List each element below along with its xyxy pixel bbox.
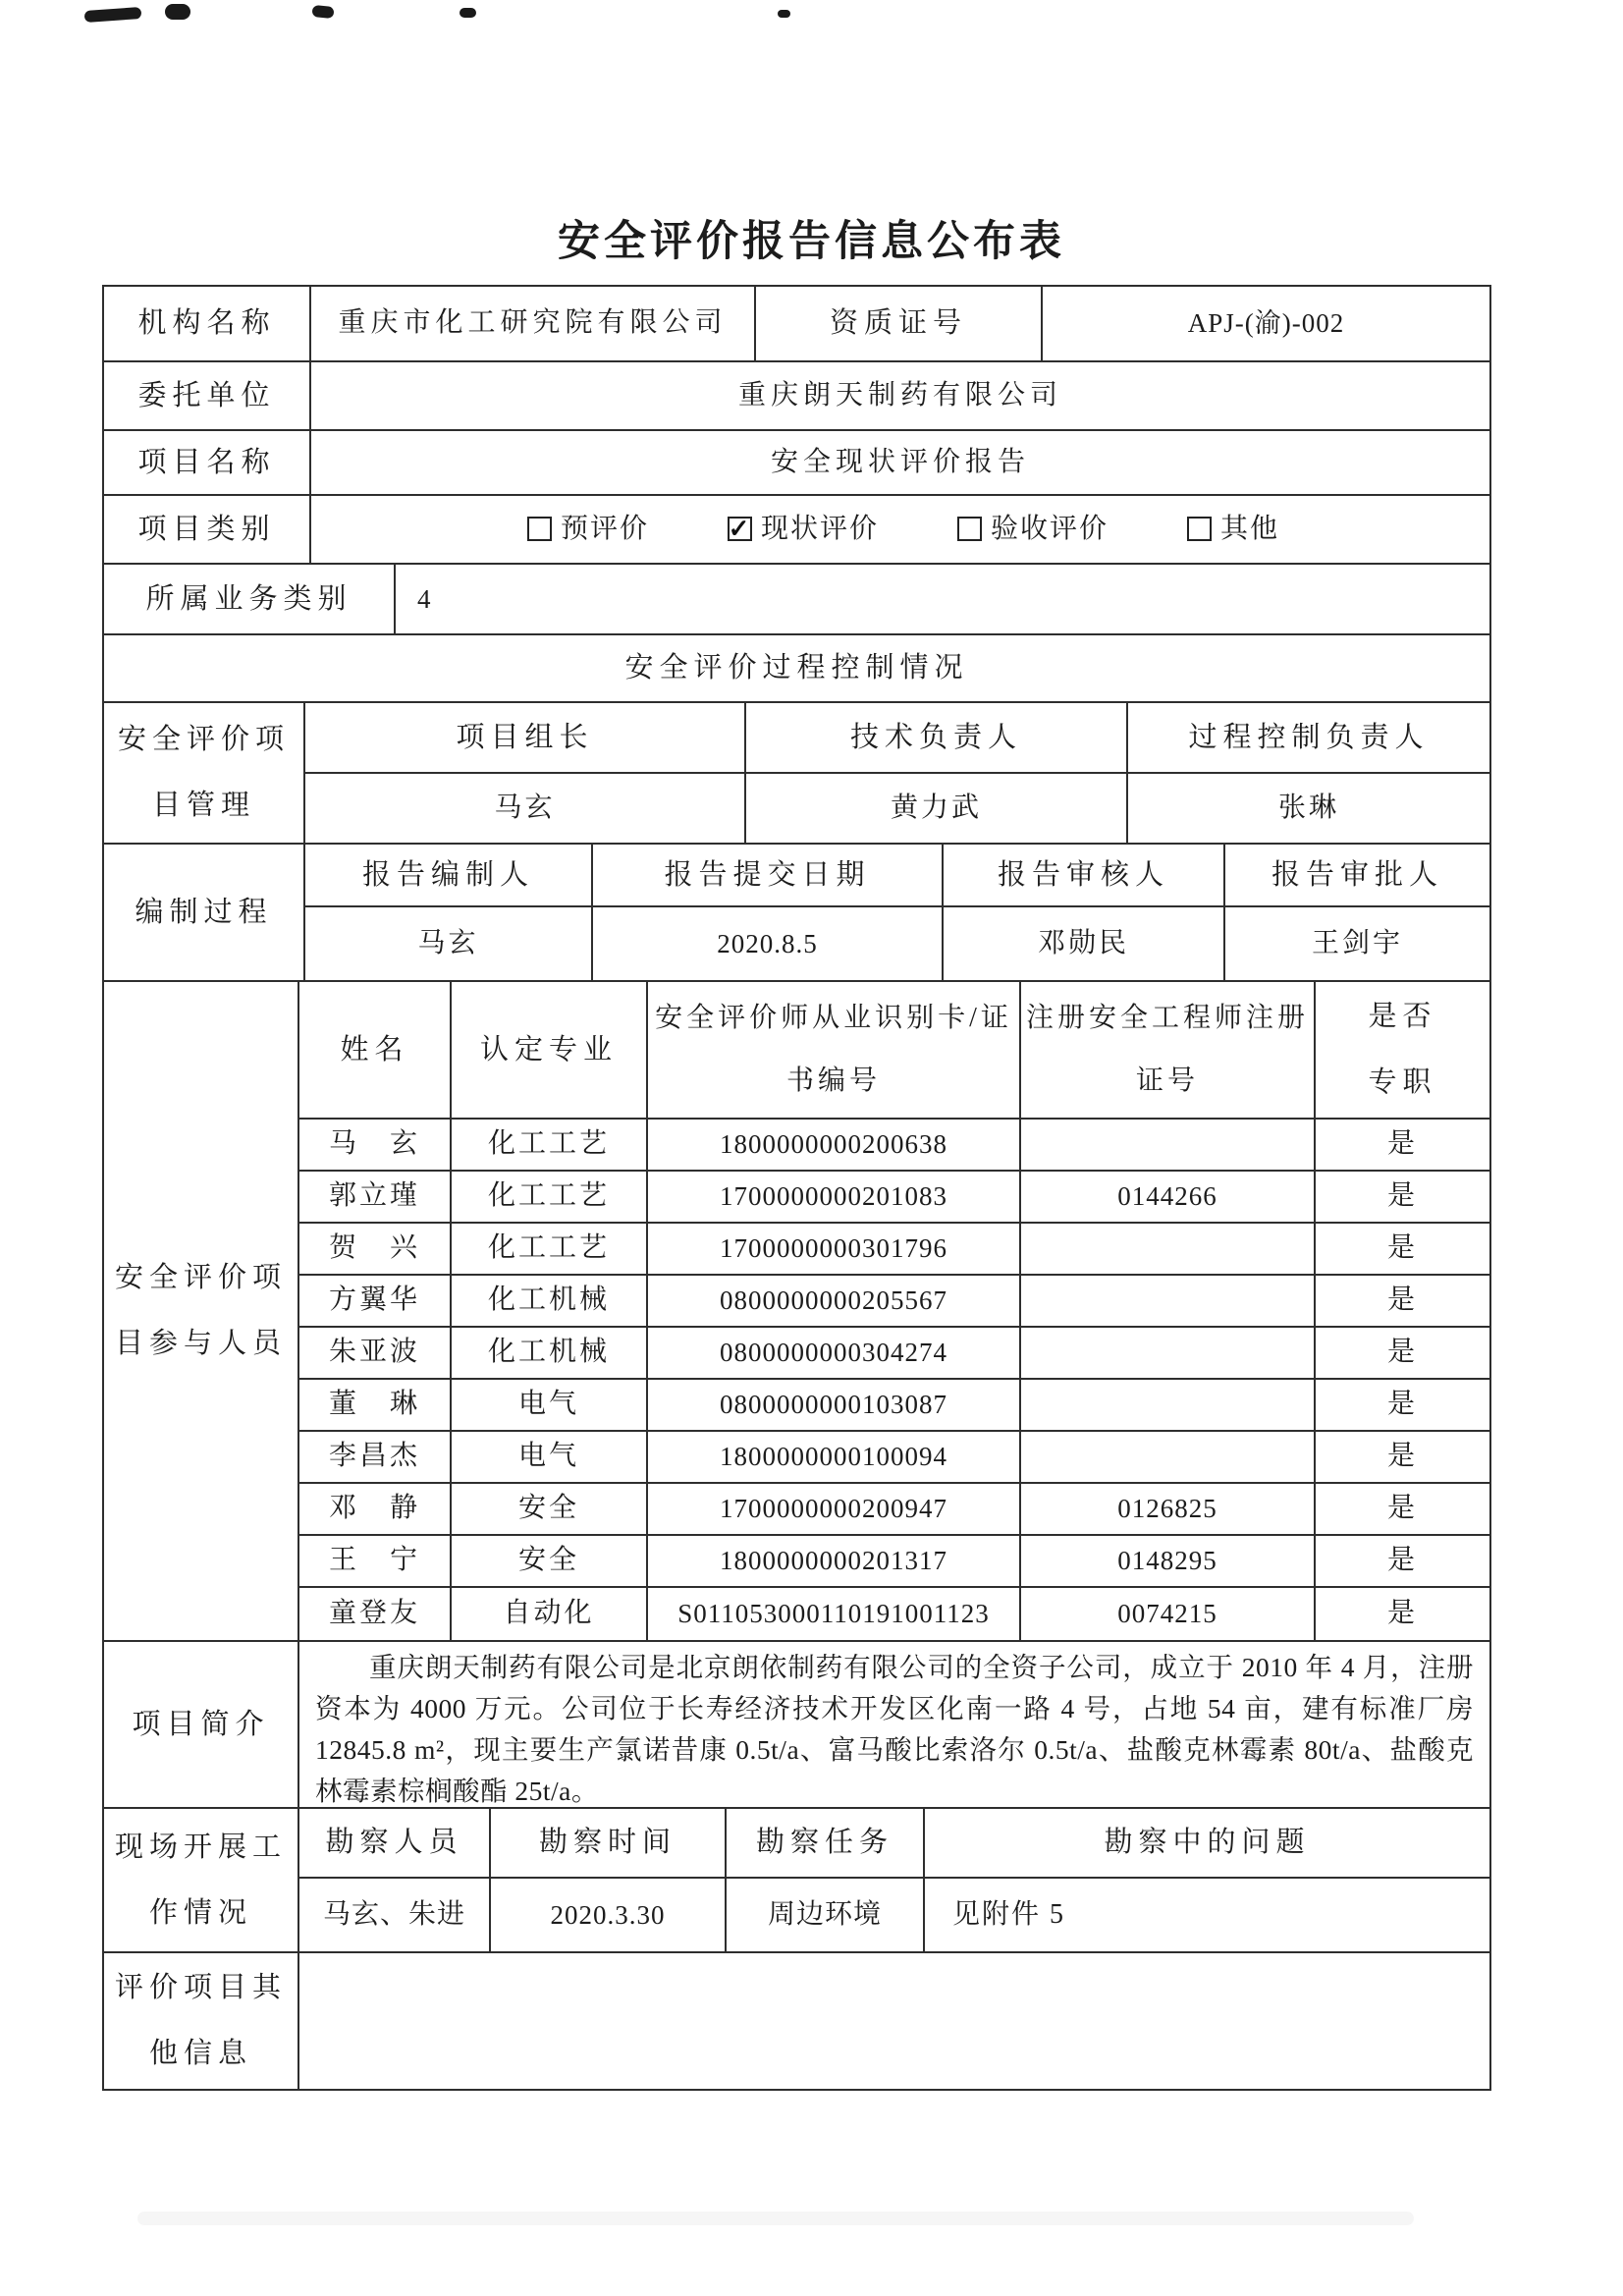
project-name-value: 安全现状评价报告 (770, 446, 1030, 477)
checkbox-other (1187, 517, 1212, 541)
participant-major: 自动化 (452, 1588, 648, 1640)
participant-cert: 0144266 (1021, 1172, 1316, 1222)
category-label: 项目类别 (104, 496, 311, 563)
report-approver-value: 王剑宇 (1311, 927, 1403, 958)
scan-artifact (165, 4, 190, 20)
process-control-title: 安全评价过程控制情况 (624, 652, 969, 684)
participant-card: 0800000000304274 (648, 1328, 1021, 1378)
name-header: 姓名 (299, 982, 452, 1118)
category-options (311, 496, 1489, 563)
participant-major: 电气 (452, 1380, 648, 1430)
other-info-section (104, 1953, 1489, 2089)
participant-card: S011053000110191001123 (648, 1588, 1021, 1640)
card-number-header: 安全评价师从业识别卡/证书编号 (648, 982, 1021, 1118)
survey-staff-value: 马玄、朱进 (299, 1879, 491, 1951)
survey-time-header: 勘察时间 (491, 1809, 727, 1877)
page-title: 安全评价报告信息公布表 (558, 219, 1065, 265)
participant-name: 贺 兴 (299, 1224, 452, 1274)
site-work-section (104, 1809, 1489, 1953)
participant-major: 安全 (452, 1536, 648, 1586)
participant-major: 化工工艺 (452, 1172, 648, 1222)
business-type-row (104, 565, 1489, 635)
participant-name: 王 宁 (299, 1536, 452, 1586)
process-control-lead-header: 过程控制负责人 (1188, 721, 1430, 753)
participant-card: 1700000000201083 (648, 1172, 1021, 1222)
process-control-section-header (104, 635, 1489, 703)
participant-fulltime: 是 (1386, 1493, 1418, 1524)
report-author-header: 报告编制人 (305, 845, 593, 905)
participant-card: 0800000000103087 (648, 1380, 1021, 1430)
participant-fulltime: 是 (1386, 1441, 1418, 1472)
participant-row (299, 1328, 1489, 1380)
participant-cert: 0126825 (1021, 1484, 1316, 1534)
scan-artifact (311, 5, 334, 19)
project-name-label: 项目名称 (104, 431, 311, 494)
participant-card: 0800000000205567 (648, 1276, 1021, 1326)
participant-fulltime: 是 (1386, 1545, 1418, 1576)
participant-cert: 0074215 (1021, 1588, 1316, 1640)
client-value: 重庆朗天制药有限公司 (737, 379, 1062, 410)
checkbox-acceptance-eval (957, 517, 982, 541)
category-option-acceptance-eval (957, 498, 1109, 561)
checkbox-pre-eval-label: 预评价 (561, 513, 650, 544)
participant-cert (1021, 1432, 1316, 1482)
participant-name: 马 玄 (299, 1120, 452, 1170)
compilation-value-row (305, 907, 1489, 980)
participant-name: 郭立瑾 (299, 1172, 452, 1222)
registered-cert-header: 注册安全工程师注册证号 (1021, 982, 1316, 1118)
participants-section (104, 982, 1489, 1642)
business-type-value: 4 (417, 583, 432, 614)
client-row (104, 362, 1489, 431)
participant-row (299, 1172, 1489, 1224)
report-date-value: 2020.8.5 (593, 907, 944, 980)
checkbox-acceptance-eval-label: 验收评价 (991, 513, 1109, 544)
participant-name: 方翼华 (299, 1276, 452, 1326)
participant-card: 1700000000301796 (648, 1224, 1021, 1274)
other-info-label: 评价项目其他信息 (104, 1953, 299, 2089)
participant-major: 化工工艺 (452, 1120, 648, 1170)
category-option-pre-eval (527, 498, 649, 561)
summary-text: 重庆朗天制药有限公司是北京朗依制药有限公司的全资子公司，成立于 2010 年 4 月，注册资本为 4000 万元。公司位于长寿经济技术开发区化南一路 4 号，占地 54 亩，建有标准厂房 12845.8 m²，现主要生产氯诺昔康 0.5t/a、富马酸比索洛尔 0.5t/a、盐酸克林霉素 80t/a、盐酸克林霉素棕榈酸酯 25t/a。 (315, 1652, 1474, 1806)
participant-major: 化工机械 (452, 1328, 648, 1378)
fulltime-header: 是否专职 (1368, 1001, 1437, 1098)
participant-name: 朱亚波 (299, 1328, 452, 1378)
participant-major: 化工工艺 (452, 1224, 648, 1274)
survey-task-header: 勘察任务 (727, 1809, 925, 1877)
team-leader-header: 项目组长 (305, 703, 746, 772)
survey-task-value: 周边环境 (727, 1879, 925, 1951)
process-control-lead-value: 张琳 (1277, 792, 1339, 823)
site-work-header-row (299, 1809, 1489, 1879)
survey-issues-header: 勘察中的问题 (1104, 1827, 1311, 1859)
compilation-label: 编制过程 (104, 845, 305, 980)
tech-lead-value: 黄力武 (746, 774, 1128, 843)
participant-name: 童登友 (299, 1588, 452, 1640)
participants-header-row (299, 982, 1489, 1120)
participant-cert (1021, 1276, 1316, 1326)
checkbox-pre-eval (527, 517, 552, 541)
scan-artifact (84, 7, 142, 23)
participant-card: 1800000000201317 (648, 1536, 1021, 1586)
checkbox-other-label: 其他 (1220, 513, 1280, 544)
other-info-value-cell (299, 1953, 1489, 2089)
compilation-header-row (305, 845, 1489, 907)
management-label: 安全评价项目管理 (104, 703, 305, 843)
report-info-table (102, 285, 1491, 2091)
category-option-status-eval (728, 498, 879, 561)
participant-row (299, 1536, 1489, 1588)
participant-major: 电气 (452, 1432, 648, 1482)
summary-section (104, 1642, 1489, 1809)
participant-name: 董 琳 (299, 1380, 452, 1430)
participant-row (299, 1432, 1489, 1484)
report-reviewer-header: 报告审核人 (944, 845, 1225, 905)
tech-lead-header: 技术负责人 (746, 703, 1128, 772)
participant-row (299, 1588, 1489, 1640)
participant-cert (1021, 1380, 1316, 1430)
participant-card: 1700000000200947 (648, 1484, 1021, 1534)
participant-row (299, 1484, 1489, 1536)
org-row (104, 287, 1489, 362)
cert-no-label: 资质证号 (756, 287, 1043, 360)
report-reviewer-value: 邓勋民 (944, 907, 1225, 980)
management-header-row (305, 703, 1489, 774)
project-row (104, 431, 1489, 496)
participant-cert (1021, 1328, 1316, 1378)
checkbox-status-eval-label: 现状评价 (761, 513, 880, 544)
client-label: 委托单位 (104, 362, 311, 429)
participant-card: 1800000000200638 (648, 1120, 1021, 1170)
participant-fulltime: 是 (1386, 1128, 1418, 1160)
participant-row (299, 1276, 1489, 1328)
participant-row (299, 1120, 1489, 1172)
report-author-value: 马玄 (305, 907, 593, 980)
org-name-label: 机构名称 (104, 287, 311, 360)
participant-row (299, 1380, 1489, 1432)
summary-label: 项目简介 (104, 1642, 299, 1807)
survey-staff-header: 勘察人员 (299, 1809, 491, 1877)
participant-fulltime: 是 (1386, 1389, 1418, 1420)
participant-name: 李昌杰 (299, 1432, 452, 1482)
participant-fulltime: 是 (1386, 1598, 1418, 1629)
site-work-label: 现场开展工作情况 (104, 1809, 299, 1951)
compilation-section (104, 845, 1489, 982)
site-work-value-row (299, 1879, 1489, 1951)
participant-cert (1021, 1120, 1316, 1170)
business-type-label: 所属业务类别 (104, 565, 396, 633)
scan-artifact (778, 10, 790, 18)
management-value-row (305, 774, 1489, 843)
team-leader-value: 马玄 (305, 774, 746, 843)
participant-major: 化工机械 (452, 1276, 648, 1326)
major-header: 认定专业 (452, 982, 648, 1118)
participant-major: 安全 (452, 1484, 648, 1534)
participant-card: 1800000000100094 (648, 1432, 1021, 1482)
participants-label: 安全评价项目参与人员 (104, 982, 299, 1640)
report-approver-header: 报告审批人 (1271, 858, 1443, 891)
category-row (104, 496, 1489, 565)
participant-fulltime: 是 (1386, 1232, 1418, 1264)
participant-cert (1021, 1224, 1316, 1274)
participant-fulltime: 是 (1386, 1337, 1418, 1368)
participant-fulltime: 是 (1386, 1285, 1418, 1316)
cert-no-value: APJ-(渝)-002 (1187, 308, 1345, 339)
survey-time-value: 2020.3.30 (491, 1879, 727, 1951)
category-option-other (1187, 498, 1279, 561)
report-date-header: 报告提交日期 (593, 845, 944, 905)
participant-name: 邓 静 (299, 1484, 452, 1534)
participant-cert: 0148295 (1021, 1536, 1316, 1586)
participant-fulltime: 是 (1386, 1180, 1418, 1212)
checkbox-status-eval: ✓ (728, 514, 752, 543)
management-section (104, 703, 1489, 845)
survey-issues-value: 见附件 5 (952, 1898, 1066, 1930)
org-name-value: 重庆市化工研究院有限公司 (311, 287, 756, 360)
participant-row (299, 1224, 1489, 1276)
scan-smudge (137, 2212, 1414, 2225)
scan-artifact (460, 8, 476, 18)
